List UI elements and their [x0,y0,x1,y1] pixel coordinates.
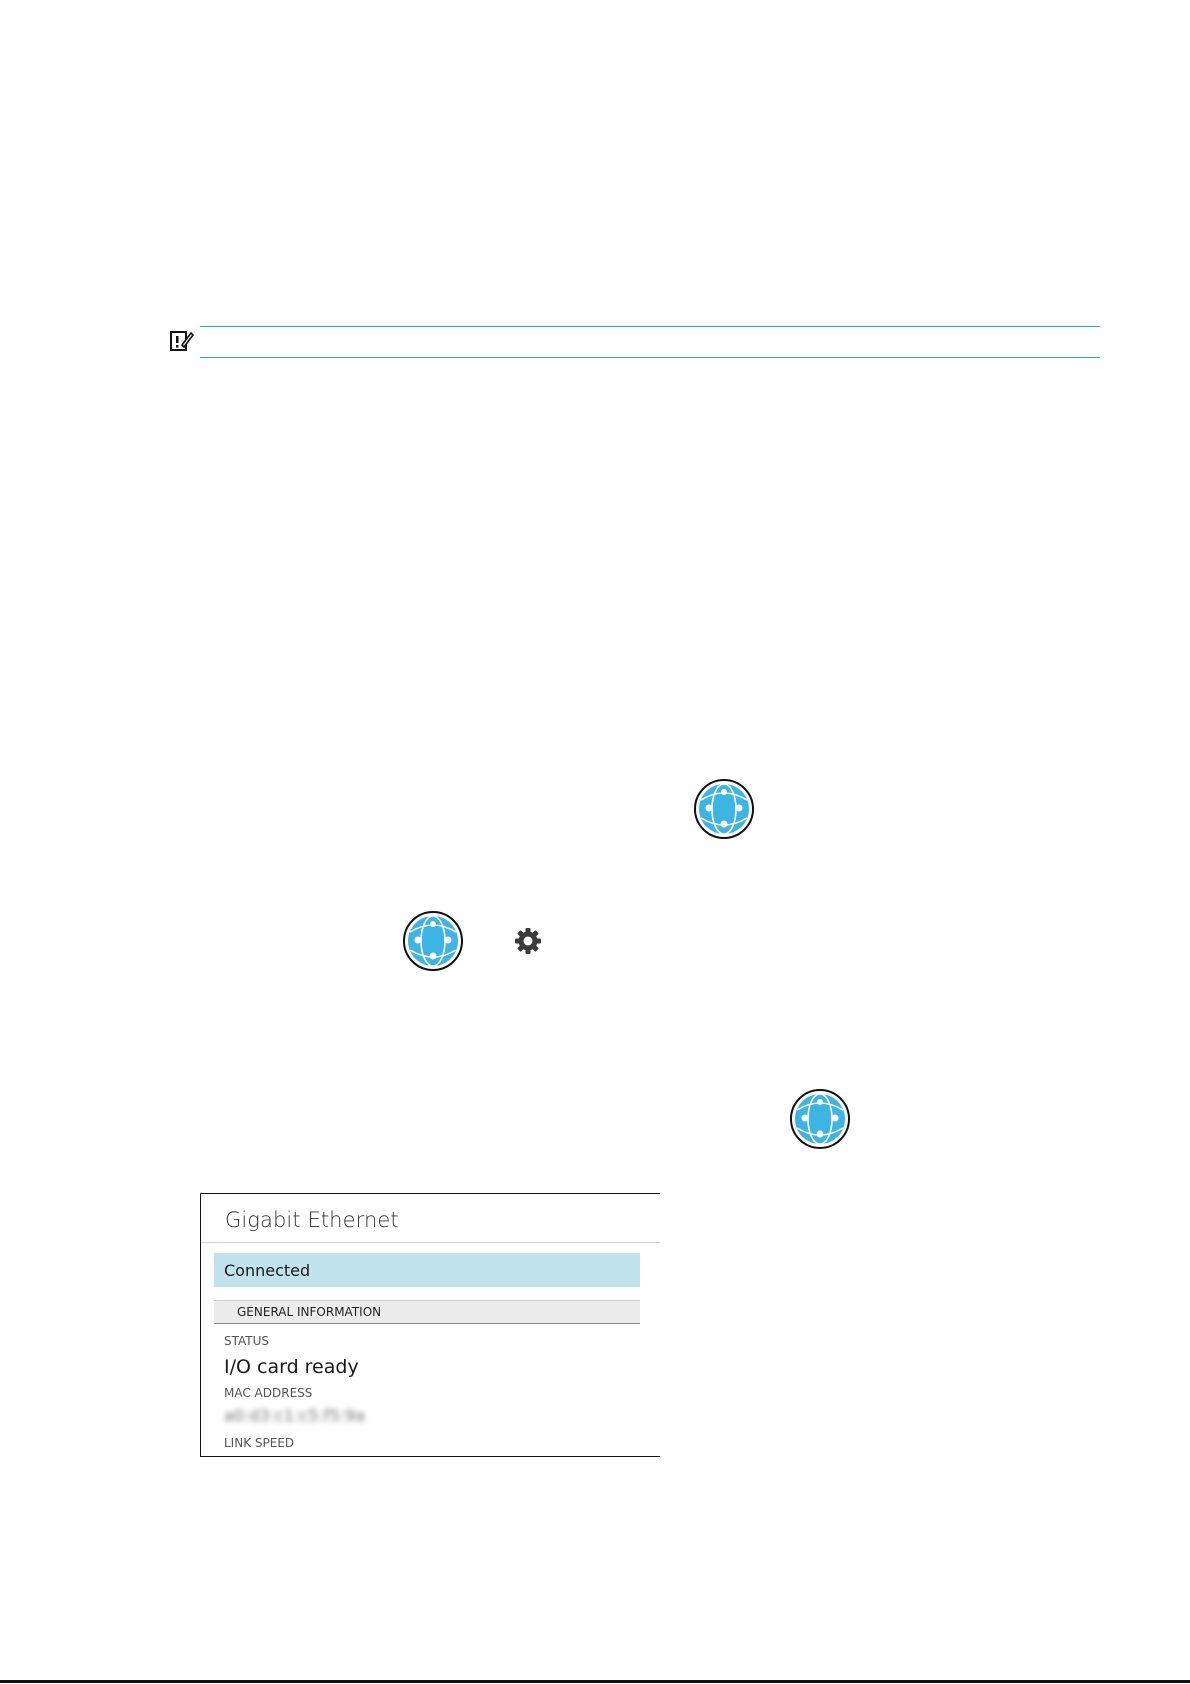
panel-divider [201,1242,660,1243]
general-information-header [214,1300,640,1324]
network-globe-icon [402,910,464,972]
note-rule-top [200,326,1100,327]
connection-status-bar[interactable] [214,1253,640,1287]
network-globe-icon [789,1088,851,1150]
gear-icon [513,926,543,956]
network-globe-icon [693,778,755,840]
status-label: STATUS [224,1334,270,1348]
link-speed-label: LINK SPEED [224,1436,295,1450]
mac-address-value: a0:d3:c1:c5:f5:9a [224,1406,366,1425]
connection-status-label: Connected [224,1261,311,1280]
status-value: I/O card ready [224,1356,359,1378]
note-rule-bottom [200,357,1100,358]
important-note-icon [168,328,194,354]
panel-title: Gigabit Ethernet [225,1208,399,1232]
page-bottom-rule [0,1680,1190,1683]
mac-address-label: MAC ADDRESS [224,1386,313,1400]
gigabit-ethernet-panel [200,1193,660,1457]
section-header-label: GENERAL INFORMATION [237,1305,382,1319]
